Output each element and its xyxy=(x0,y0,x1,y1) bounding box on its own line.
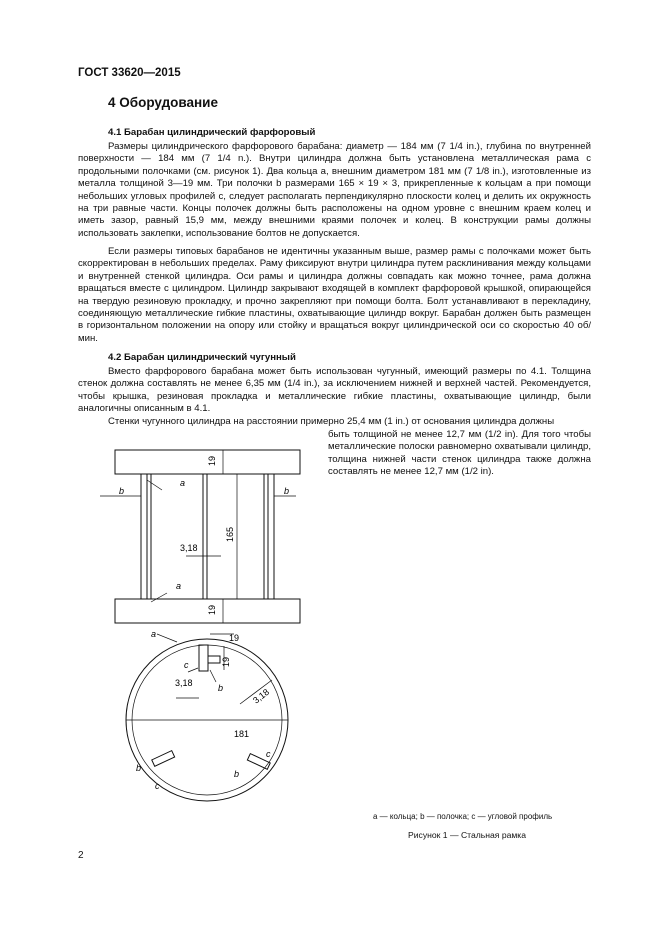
dim-3-18-side: 3,18 xyxy=(180,543,198,553)
subsection-4-2-title: 4.2 Барабан цилиндрический чугунный xyxy=(108,352,296,363)
label-c-lower-left: c xyxy=(155,781,160,791)
section-title: 4 Оборудование xyxy=(108,95,218,110)
label-b-left: b xyxy=(119,486,125,496)
top-view xyxy=(126,639,288,801)
subsection-4-1-title: 4.1 Барабан цилиндрический фарфоровый xyxy=(108,127,316,138)
label-b-lower-left: b xyxy=(136,763,142,773)
side-view-dimensions xyxy=(100,450,296,623)
document-header: ГОСТ 33620—2015 xyxy=(78,67,181,79)
paragraph-4-1-2: Если размеры типовых барабанов не идентичны указанным выше, размер рамы с полочками может быть скорректирован в небольших пределах. Раму фиксируют внутри цилиндра путем расклинивания между кольцами и внутренней стенкой цилиндра. Оси рамы и цилиндра должны совпадать как можно точнее, рама должна вращаться вместе с цилиндром. Цилиндр закрывают входящей в комплект фарфоровой крышкой, опирающейся на твердую резиновую прокладку, и прочно закрепляют при помощи болта. Болт устанавливают в перекладину, соединяющую металлические гибкие пластины, охватывающие цилиндр вокруг. Барабан должен быть размещен в горизонтальном положении на опору или стойку и вращаться вокруг цилиндрической оси со скоростью 40 об/мин. xyxy=(78,246,591,344)
page-number: 2 xyxy=(78,850,84,861)
label-b-lower-right: b xyxy=(234,769,240,779)
dim-19-top-view: 19 xyxy=(229,633,240,643)
dim-3-18-diagonal: 3,18 xyxy=(251,686,272,706)
figure-caption: Рисунок 1 — Стальная рамка xyxy=(408,830,527,840)
paragraph-4-2-2-continued: быть толщиной не менее 12,7 мм (1/2 in). Для того чтобы металлические полоски равномерно охватывали цилиндр, толщина нижней части стенок цилиндра также должна составлять не менее 12,7 мм (1/2 in). xyxy=(328,429,591,478)
figure-legend: a — кольца; b — полочка; c — угловой профиль xyxy=(373,812,553,821)
label-c-top-view: c xyxy=(184,660,189,670)
top-view-dimensions xyxy=(157,634,272,704)
paragraph-4-1-1: Размеры цилиндрического фарфорового барабана: диаметр — 184 мм (7 1/4 in.), глубина по внутренней поверхности — 184 мм (7 1/4 n.). Внутри цилиндра должна быть установлена металлическая рама с продольными полочками (см. рисунок 1). Два кольца a, внешним диаметром 181 мм (7 1/8 in.), изготовленные из металла толщиной 3—19 мм. Три полочки b размерами 165 × 19 × 3, прикрепленные к кольцам a при помощи небольших угловых профилей c, следует располагать перпендикулярно плоскости колец и делить их окружность на три равные части. Концы полочек должны быть расположены на одном уровне с внешним краем колец и иметь зазор, равный 15,9 мм, между внешними краями полочек и колец. В конструкции рамы должны использовать заклепки, использование болтов не допускается. xyxy=(78,141,591,239)
dim-19-bottom: 19 xyxy=(207,604,217,615)
steel-frame-drawing xyxy=(100,418,320,808)
label-b-top-view: b xyxy=(218,683,224,693)
label-a-bottom: a xyxy=(176,581,182,591)
dim-19-vertical-top-view: 19 xyxy=(221,656,231,667)
dim-165: 165 xyxy=(225,526,235,542)
dim-19-top: 19 xyxy=(207,455,217,466)
label-c-lower-right: c xyxy=(266,749,271,759)
label-a-top: a xyxy=(180,478,186,488)
dim-181: 181 xyxy=(234,729,250,739)
label-b-right: b xyxy=(284,486,290,496)
label-a-top-view: a xyxy=(151,629,157,639)
paragraph-4-2-1: Вместо фарфорового барабана может быть использован чугунный, имеющий размеры по 4.1. Толщина стенок должна составлять не менее 6,35 мм (1/4 in.), за исключением нижней и верхней частей. Рекомендуется, чтобы крышка, резиновая прокладка и металлические гибкие пластины, охватывающие цилиндр, были аналогичны описанным в 4.1. xyxy=(78,366,591,415)
dim-3-18-top-view: 3,18 xyxy=(175,678,193,688)
paragraph-4-2-2-start: Стенки чугунного цилиндра на расстоянии примерно 25,4 мм (1 in.) от основания цилиндра должны xyxy=(108,416,555,427)
side-view xyxy=(115,450,300,623)
